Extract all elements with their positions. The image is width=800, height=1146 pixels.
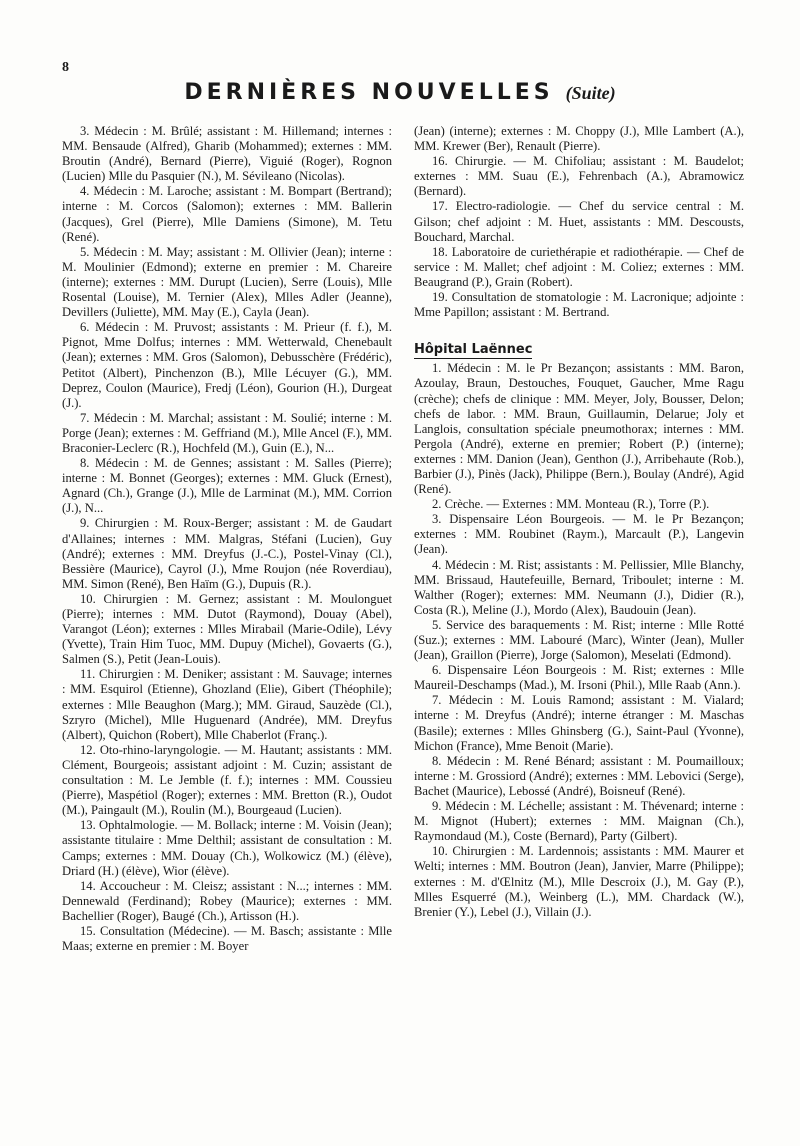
entry-paragraph: 7. Médecin : M. Louis Ramond; assistant : M. Vialard; interne : M. Dreyfus (André); interne étranger : M. Maschas (Basile); externes : Mlles Ghinsberg (G.), Saint-Paul (Yvonne), Michon (France), Mme Benoit (Marie).: [414, 693, 744, 753]
entry-paragraph: 5. Service des baraquements : M. Rist; interne : Mlle Rotté (Suz.); externes : MM. Labouré (Marc), Winter (Jean), Muller (Jean), Graillon (Pierre), Jorge (Salomon), Meselati (Edmond).: [414, 617, 744, 663]
entry-paragraph: 8. Médecin : M. de Gennes; assistant : M. Salles (Pierre); interne : M. Bonnet (Georges); externes : MM. Gluck (Ernest), Agnard (Ch.), Grange (J.), Mlle de Larminat (M.), MM. Corrion (J.), N...: [62, 456, 392, 516]
entry-paragraph: 12. Oto-rhino-laryngologie. — M. Hautant; assistants : MM. Clément, Bourgeois; assistant adjoint : M. Cuzin; assistant de consultation : M. Le Jemble (f. f.); internes : MM. Coussieu (Pierre), Maspétiol (Roger); externes : MM. Bretton (R.), Oudot (M.), Paingault (M.), Roulin (M.), Bourgeaud (Lucien).: [62, 742, 392, 818]
page-subtitle: (Suite): [565, 83, 616, 103]
entry-paragraph: 11. Chirurgien : M. Deniker; assistant : M. Sauvage; internes : MM. Esquirol (Etienne), Ghozland (Elie), Gibert (Théophile); externes : Mlle Beaughon (Marg.); MM. Giraud, Sauzède (Cl.), Szryro (Michel), Mlle Huguenard (Andrée), MM. Dreyfus (Albert), Quichon (Robert), Mlle Chaberlot (Franç.).: [62, 667, 392, 742]
entry-paragraph: 16. Chirurgie. — M. Chifoliau; assistant : M. Baudelot; externes : MM. Suau (E.), Fehrenbach (A.), Abramowicz (Bernard).: [414, 154, 744, 199]
page-title: DERNIÈRES NOUVELLES: [184, 80, 554, 105]
entry-paragraph: 6. Médecin : M. Pruvost; assistants : M. Prieur (f. f.), M. Pignot, Mme Dolfus; internes : MM. Wetterwald, Chenebault (Jean); externes : MM. Gros (Salomon), Debusschère (Frédéric), Petitot (Albert), Pinchenzon (B.), Mlle Lécuyer (G.), MM. Deprez, Coulon (Maurice), Fredj (Léon), Gourion (H.), Durgeat (J.).: [62, 320, 392, 410]
page-number: 8: [62, 60, 69, 75]
page-header: [0, 80, 800, 105]
entry-paragraph: 9. Médecin : M. Léchelle; assistant : M. Thévenard; interne : M. Mignot (Hubert); externes : MM. Maignan (Ch.), Raymondaud (M.), Coste (Bernard), Party (Gilbert).: [414, 799, 744, 844]
left-column: [62, 124, 392, 954]
entry-paragraph: 3. Médecin : M. Brûlé; assistant : M. Hillemand; internes : MM. Bensaude (Alfred), Gharib (Mohammed); externes : MM. Broutin (André), Bernard (Pierre), Viguié (Roger), Rognon (Lucien) Mlle du Pasquier (N.), M. Sévileano (Nicolas).: [62, 124, 392, 184]
section-heading: Hôpital Laënnec: [414, 342, 532, 359]
entry-paragraph: 3. Dispensaire Léon Bourgeois. — M. le Pr Bezançon; externes : MM. Roubinet (Raym.), Marcault (P.), Langevin (Jean).: [414, 512, 744, 557]
entry-paragraph: (Jean) (interne); externes : M. Choppy (J.), Mlle Lambert (A.), MM. Krewer (Ber), Renault (Pierre).: [414, 124, 744, 154]
entry-paragraph: 4. Médecin : M. Rist; assistants : M. Pellissier, Mlle Blanchy, MM. Brissaud, Hautefeuille, Bernard, Triboulet; interne : M. Walther (Roger); externes: MM. Neumann (J.), Didier (R.), Costa (R.), Meline (J.), Mordo (Alex), Baudouin (Jean).: [414, 557, 744, 617]
entry-paragraph: 14. Accoucheur : M. Cleisz; assistant : N...; internes : MM. Dennewald (Ferdinand); Robey (Maurice); externes : MM. Bachellier (Roger), Baugé (Ch.), Artisson (H.).: [62, 878, 392, 923]
entry-paragraph: 2. Crèche. — Externes : MM. Monteau (R.), Torre (P.).: [432, 497, 710, 512]
entry-paragraph: 15. Consultation (Médecine). — M. Basch; assistante : Mlle Maas; externe en premier : M. Boyer: [62, 923, 392, 954]
right-column: [414, 124, 744, 920]
entry-paragraph: 13. Ophtalmologie. — M. Bollack; interne : M. Voisin (Jean); assistante titulaire : Mme Delthil; assistant de consultation : M. Camps; externes : MM. Douay (Ch.), Wolkowicz (M.) (élève), Driard (H.) (élève), Wior (élève).: [62, 818, 392, 878]
entry-paragraph: 18. Laboratoire de curiethérapie et radiothérapie. — Chef de service : M. Mallet; chef adjoint : M. Coliez; externes : MM. Beaugrand (P.), Grain (Robert).: [414, 244, 744, 289]
entry-paragraph: 1. Médecin : M. le Pr Bezançon; assistants : MM. Baron, Azoulay, Braun, Destouches, Fouquet, Gaucher, Mme Ragu (crèche); chefs de clinique : MM. Meyer, Joly, Bousser, Delon; chefs de labor. : MM. Braun, Guillaumin, Delarue; Joly et Langlois, consultation spéciale pneumothorax; internes : MM. Pergola (André), externe en premier; Robert (P.) (interne); externes : MM. Danion (Jean), Genthon (J.), Arribehaute (Rob.), Barbier (J.), Pinès (Jack), Philippe (Bern.), Boulay (André), Agid (René).: [414, 361, 744, 497]
entry-paragraph: 8. Médecin : M. René Bénard; assistant : M. Poumailloux; interne : M. Grossiord (André); externes : MM. Lebovici (Serge), Bachet (Maurice), Lebossé (André), Boisneuf (René).: [414, 753, 744, 798]
entry-paragraph: 9. Chirurgien : M. Roux-Berger; assistant : M. de Gaudart d'Allaines; internes : MM. Malgras, Stéfani (Lucien), Guy (André); externes : MM. Dreyfus (J.-C.), Postel-Vinay (Cl.), Bessière (Maurice), Cayrol (J.), Mme Roujon (née Roverdiau), MM. Simon (René), Ben Haïm (G.), Dupuis (R.).: [62, 516, 392, 591]
entry-paragraph: 5. Médecin : M. May; assistant : M. Ollivier (Jean); interne : M. Moulinier (Edmond); externe en premier : M. Chareire (interne); externes : MM. Durupt (Lucien), Serre (Louis), Mlle Rosental (Louise), M. Ternier (Alex), Mlles Adler (Jeanne), Devillers (Juliette), MM. May (E.), Cayla (Jean).: [62, 244, 392, 320]
entry-paragraph: 10. Chirurgien : M. Gernez; assistant : M. Moulonguet (Pierre); internes : MM. Dutot (Raymond), Douay (Abel), Varangot (Léon); externes : Mlles Mirabail (Marie-Odile), Lévy (Yvette), Train Him Tuoc, MM. Dupuy (Michel), Govaerts (G.), Salmen (S.), Petit (Jean-Louis).: [62, 591, 392, 667]
entry-paragraph: 6. Dispensaire Léon Bourgeois : M. Rist; externes : Mlle Maureil-Deschamps (Mad.), M. Irsoni (Phil.), Mlle Raab (Ann.).: [414, 663, 744, 693]
entry-paragraph: 7. Médecin : M. Marchal; assistant : M. Soulié; interne : M. Porge (Jean); externes : M. Geffriand (M.), Mlle Ancel (F.), MM. Braconier-Leclerc (R.), Hochfeld (M.), Guin (E.), N...: [62, 410, 392, 455]
entry-paragraph: 4. Médecin : M. Laroche; assistant : M. Bompart (Bertrand); interne : M. Corcos (Salomon); externes : MM. Ballerin (Jacques), Grel (Pierre), Mlle Damiens (Simone), M. Tetu (René).: [62, 184, 392, 244]
entry-paragraph: 19. Consultation de stomatologie : M. Lacronique; adjointe : Mme Papillon; assistant : M. Bertrand.: [414, 290, 744, 320]
entry-paragraph: 17. Electro-radiologie. — Chef du service central : M. Gilson; chef adjoint : M. Huet, assistants : MM. Descousts, Bouchard, Marchal.: [414, 199, 744, 244]
entry-paragraph: 10. Chirurgien : M. Lardennois; assistants : MM. Maurer et Welti; internes : MM. Boutron (Jean), Janvier, Marre (Philippe); externes : M. d'Œlnitz (M.), Mlle Descroix (J.), M. Gay (P.), Mlles Esquerré (M.), Weinberg (L.), MM. Chardack (W.), Brenier (Y.), Lebel (J.), Villain (J.).: [414, 844, 744, 919]
